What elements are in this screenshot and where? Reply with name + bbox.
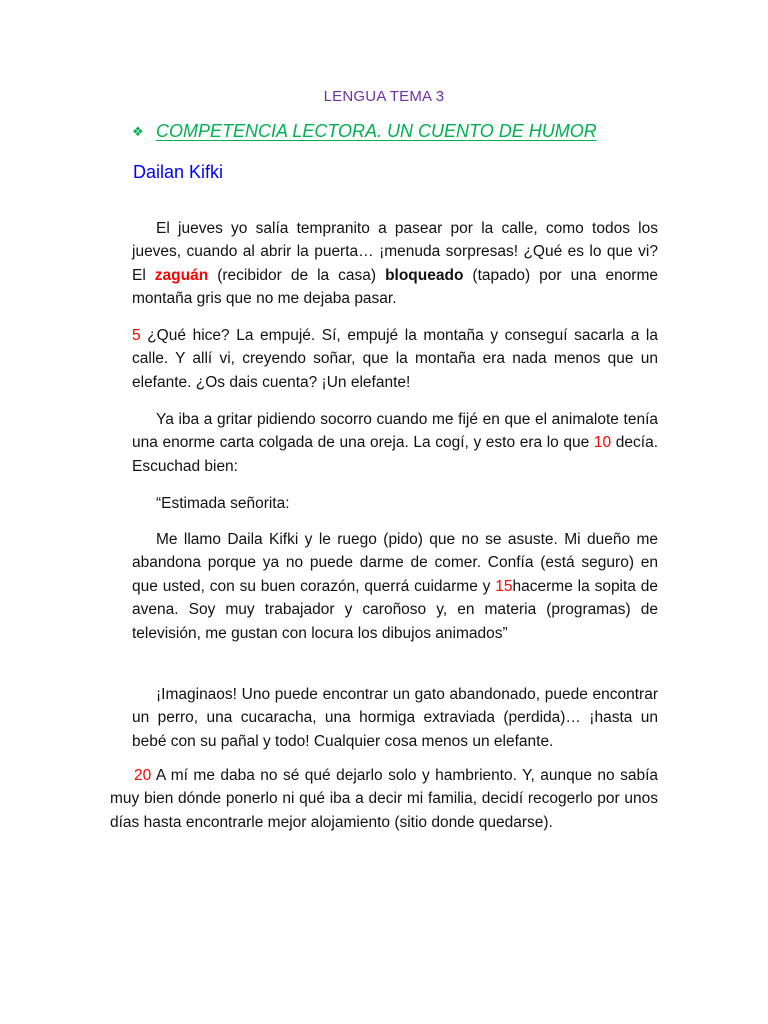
line-number: 20 xyxy=(134,766,152,784)
paragraph-6: ¡Imaginaos! Uno puede encontrar un gato abandonado, puede encontrar un perro, una cucaracha, una hormiga extraviada (perdida)… ¡hasta un bebé con su pañal y todo! Cualquier cosa menos un elefante. xyxy=(132,685,658,750)
paragraph-text: hacerme la sopita de avena. Soy muy trabajador y caroñoso y, en materia (programas) de televisión, me gustan con locura los dibujos animados” xyxy=(132,577,659,642)
paragraph-text: decía. Escuchad bien: xyxy=(132,434,658,475)
section-title xyxy=(132,121,597,142)
bold-word-bloqueado: bloqueado xyxy=(385,266,464,284)
paragraph-4: “Estimada señorita: xyxy=(156,494,290,512)
paragraph-text: (recibidor de la casa) xyxy=(208,266,386,284)
paragraph-text: El jueves yo salía tempranito a pasear por la calle, como todos los jueves, cuando al abrir la puerta… ¡menuda sorpresas! ¿Qué es lo que vi? El xyxy=(132,219,658,284)
paragraph-3 xyxy=(132,408,658,479)
paragraph-text: Ya iba a gritar pidiendo socorro cuando me fijé en que el animalote tenía una enorme carta colgada de una oreja. La cogí, y esto era lo que xyxy=(132,410,658,451)
line-number: 10 xyxy=(593,434,612,451)
diamond-bullet-icon: ❖ xyxy=(132,124,144,139)
paragraph-text: Me llamo Daila Kifki y le ruego (pido) que no se asuste. Mi dueño me abandona porque ya no puede darme de comer. Confía (está seguro) en que usted, con su buen corazón, querrá cuidarme y xyxy=(132,530,658,595)
document-header: LENGUA TEMA 3 xyxy=(323,88,445,105)
paragraph-2 xyxy=(132,324,658,395)
section-title-text: COMPETENCIA LECTORA. UN CUENTO DE HUMOR xyxy=(156,121,597,141)
paragraph-7 xyxy=(110,764,658,835)
highlighted-word-zaguan: zaguán xyxy=(154,266,209,284)
paragraph-text: ¿Qué hice? La empujé. Sí, empujé la montaña y conseguí sacarla a la calle. Y allí vi, creyendo soñar, que la montaña era nada menos que un elefante. ¿Os dais cuenta? ¡Un elefante! xyxy=(132,326,658,391)
paragraph-5 xyxy=(132,528,658,646)
paragraph-text: (tapado) por una enorme montaña gris que no me dejaba pasar. xyxy=(132,266,659,307)
paragraph-1 xyxy=(132,217,658,311)
line-number: 15 xyxy=(495,577,513,595)
line-number: 5 xyxy=(132,326,141,344)
paragraph-text: A mí me daba no sé qué dejarlo solo y hambriento. Y, aunque no sabía muy bien dónde ponerlo ni qué iba a decir mi familia, decidí recogerlo por unos días hasta encontrarle mejor alojamiento (sitio donde quedarse). xyxy=(110,766,658,831)
story-title: Dailan Kifki xyxy=(133,162,224,182)
